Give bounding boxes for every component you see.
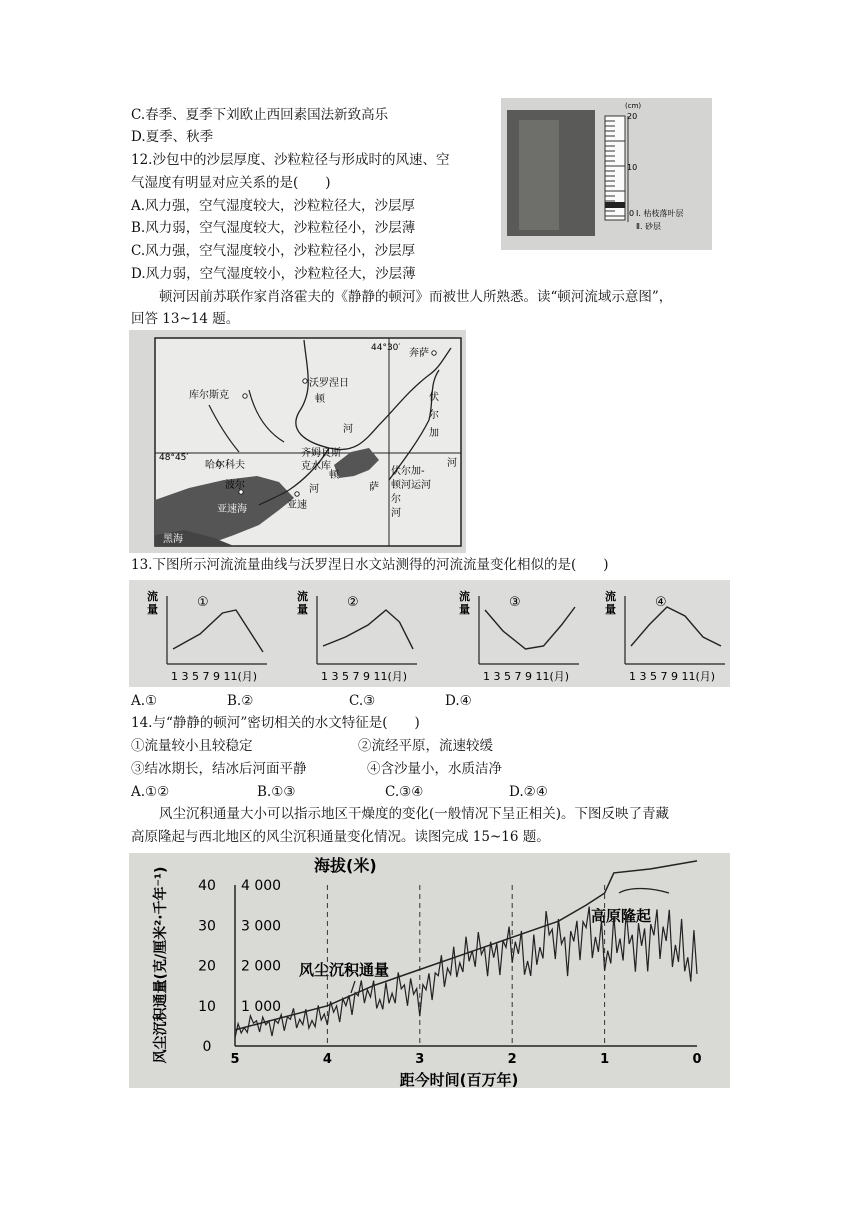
map-don-1: 顿 [315, 394, 325, 405]
chart-series-uplift [235, 861, 697, 1030]
q14-option-c: C.③④ [385, 784, 424, 800]
q14-item-1: ①流量较小且较稳定 [131, 738, 253, 754]
intro-15-line-2: 高原隆起与西北地区的风尘沉积通量变化情况。读图完成 15~16 题。 [131, 829, 550, 845]
hydro-ylabel-1: 流 [459, 590, 470, 603]
map-reservoir-2: 克水库 [301, 461, 331, 472]
chart-y-tick-right: 3 000 [241, 918, 282, 935]
hydro-xticks: 1 3 5 7 9 11(月) [629, 670, 716, 683]
q13-option-b: B.② [227, 693, 254, 709]
q12-stem-2: 气湿度有明显对应关系的是( ) [131, 175, 331, 191]
map-volga-lower-1: 尔 [391, 494, 401, 505]
hydro-label: ① [197, 595, 209, 610]
q14-items-row-1 [131, 737, 493, 756]
q14-option-b: B.①③ [257, 784, 296, 800]
hydro-xticks: 1 3 5 7 9 11(月) [483, 670, 570, 683]
hydrograph-panel [129, 580, 730, 687]
photo-tick-10: 10 [627, 163, 638, 172]
hydro-label: ④ [655, 595, 667, 610]
map-bor: 波尔 [225, 480, 245, 491]
chart-y-tick-left: 0 [202, 1039, 212, 1055]
hydro-xticks: 1 3 5 7 9 11(月) [171, 670, 258, 683]
map-canal-2: 顿河运河 [391, 480, 431, 491]
chart-y-tick-right: 1 000 [241, 998, 282, 1015]
hydro-ylabel-2: 量 [459, 603, 470, 616]
q14-options [131, 783, 548, 802]
chart-annotation-flux: 风尘沉积通量 [299, 961, 390, 979]
photo-tick-20: 20 [627, 112, 638, 121]
map-volga-2: 尔 [429, 410, 439, 421]
q13-option-a: A.① [131, 693, 158, 709]
chart-right-axis-title: 海拔(米) [314, 856, 377, 875]
map-kharkov: 哈尔科夫 [205, 460, 245, 471]
q14-option-d: D.②④ [509, 784, 548, 800]
map-lat-2: 48°45′ [159, 453, 189, 463]
chart-y-tick-right: 2 000 [241, 958, 282, 975]
dust-flux-chart [129, 853, 730, 1088]
map-don-lower-1: 顿 [329, 470, 339, 481]
photo-tick-0: 0 [629, 209, 635, 218]
chart-x-tick: 2 [507, 1052, 517, 1067]
chart-y-tick-right: 4 000 [241, 878, 282, 894]
q11-option-d: D.夏季、秋季 [131, 129, 214, 145]
q12-option-b: B.风力弱，空气湿度较大，沙粒粒径小，沙层薄 [131, 220, 416, 236]
map-kursk: 库尔斯克 [189, 390, 229, 401]
intro-15-line-1: 风尘沉积通量大小可以指示地区干燥度的变化(一般情况下呈正相关)。下图反映了青藏 [159, 806, 670, 822]
map-don-lower-2: 河 [309, 484, 319, 495]
map-canal-1: 伏尔加- [391, 466, 425, 477]
q13-stem: 13.下图所示河流流量曲线与沃罗涅日水文站测得的河流流量变化相似的是( ) [131, 557, 609, 573]
intro-13-line-2: 回答 13~14 题。 [131, 311, 240, 327]
q12-stem-1: 12.沙包中的沙层厚度、沙粒粒径与形成时的风速、空 [131, 152, 450, 168]
chart-left-axis-title: 风尘沉积通量(克/厘米²·千年⁻¹) [153, 866, 169, 1064]
hydro-ylabel-1: 流 [147, 590, 158, 603]
q14-items-row-2 [131, 760, 502, 779]
map-azov-city: 亚速 [287, 500, 307, 511]
photo-legend-2: Ⅱ. 砂层 [636, 222, 662, 231]
map-reservoir-1: 齐姆良斯 [301, 448, 341, 459]
q13-option-d: D.④ [445, 693, 472, 709]
chart-y-tick-left: 20 [198, 958, 216, 975]
chart-y-tick-left: 10 [198, 998, 216, 1015]
chart-annotation-arrow-flux [351, 981, 355, 993]
hydro-xticks: 1 3 5 7 9 11(月) [321, 670, 408, 683]
q14-option-a: A.①② [131, 784, 170, 800]
chart-x-tick: 3 [415, 1052, 425, 1067]
hydro-ylabel-2: 量 [605, 603, 616, 616]
chart-x-tick: 4 [322, 1052, 332, 1067]
map-lat-1: 44°30′ [371, 343, 401, 353]
hydro-curve [173, 610, 263, 652]
map-volga-1: 伏 [429, 392, 439, 403]
map-don-2: 河 [343, 424, 353, 435]
map-azov-sea: 亚速海 [217, 504, 247, 515]
q13-options [131, 692, 472, 711]
q12-option-d: D.风力弱，空气湿度较小，沙粒粒径大，沙层薄 [131, 266, 416, 282]
map-penza: 奔萨 [409, 348, 429, 359]
hydro-curve [485, 607, 575, 649]
q14-item-3: ③结冰期长，结冰后河面平静 [131, 761, 307, 777]
q13-option-c: C.③ [349, 693, 376, 709]
map-volga-4: 河 [447, 458, 457, 469]
chart-annotation-uplift: 高原隆起 [591, 907, 652, 925]
chart-y-tick-left: 30 [198, 918, 216, 935]
q14-item-4: ④含沙量小，水质洁净 [367, 761, 502, 777]
chart-x-axis-title: 距今时间(百万年) [399, 1071, 519, 1088]
hydro-ylabel-1: 流 [297, 590, 308, 603]
hydro-ylabel-2: 量 [147, 603, 158, 616]
chart-y-tick-left: 40 [198, 878, 216, 894]
photo-legend-1: Ⅰ. 枯枝落叶层 [636, 209, 684, 218]
photo-unit: (cm) [625, 102, 642, 110]
q11-option-c: C.春季、夏季下刘欧止西回素国法新致高乐 [131, 107, 389, 123]
intro-13-line-1: 顿河因前苏联作家肖洛霍夫的《静静的顿河》而被世人所熟悉。读“顿河流域示意图”， [159, 289, 673, 305]
hydro-label: ③ [509, 595, 521, 610]
map-black-sea: 黑海 [163, 534, 183, 545]
hydro-curve [631, 607, 721, 646]
hydro-ylabel-2: 量 [297, 603, 308, 616]
chart-x-tick: 1 [600, 1052, 610, 1067]
q14-item-2: ②流经平原，流速较缓 [358, 738, 493, 754]
chart-x-tick: 5 [230, 1052, 240, 1067]
hydro-curve [323, 610, 413, 649]
map-voronezh: 沃罗涅日 [309, 378, 349, 389]
don-river-map [129, 330, 466, 553]
q12-option-a: A.风力强，空气湿度较大，沙粒粒径大，沙层厚 [131, 198, 416, 214]
chart-x-tick: 0 [692, 1052, 702, 1067]
map-saratov: 萨 [369, 482, 379, 493]
map-volga-lower-2: 河 [391, 508, 401, 519]
hydro-label: ② [347, 595, 359, 610]
q14-stem: 14.与“静静的顿河”密切相关的水文特征是( ) [131, 715, 420, 731]
chart-annotation-arrow-uplift [619, 889, 669, 894]
hydro-ylabel-1: 流 [605, 590, 616, 603]
map-volga-3: 加 [429, 428, 439, 439]
q12-option-c: C.风力强，空气湿度较小，沙粒粒径小，沙层厚 [131, 243, 416, 259]
sand-dune-photo [501, 98, 712, 250]
